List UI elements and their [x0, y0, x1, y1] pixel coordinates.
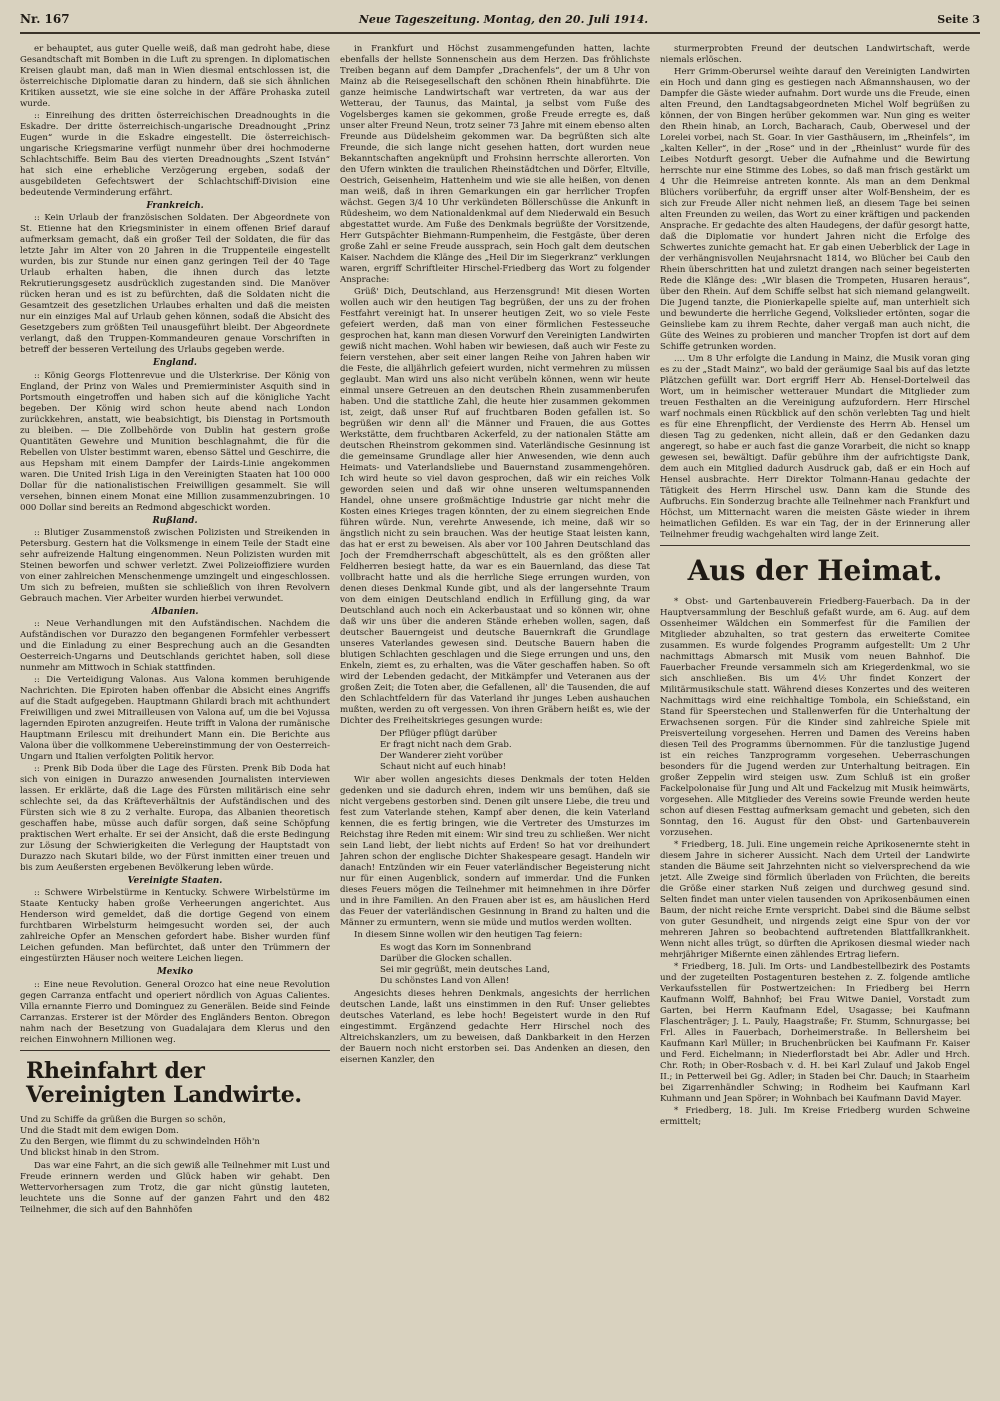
- paragraph: * Friedberg, 18. Juli. Im Kreise Friedberg wurden Schweine ermittelt;: [660, 1105, 970, 1127]
- paragraph: Herr Grimm-Oberursel weihte darauf den Vereinigten Landwirten ein Hoch und dann ging es gestiegen nach Aßmannshausen, wo der Dampfer die Gäste wieder aufnahm. Dort wurde uns die Freude, einen alten Freund, den Landtagsabgeordneten Michel Wolf begrüßen zu können, der von Bingen herüber gekommen war. Nun ging es weiter den Rhein hinab, an Lorch, Bacharach, Caub, Oberwesel und der Lorelei vorbei, nach St. Goar. In vier Gasthäusern, im „Rheinfels“, im „kalten Keller“, in der „Rose“ und in der „Rheinlust“ wurde für des Leibes Notdurft gesorgt. Ueber die Aufnahme und die Bewirtung herrschte nur eine Stimme des Lobes, so daß man frisch gestärkt um 4 Uhr die Heimreise antreten konnte. Als man an dem Denkmal Blüchers vorüberfuhr, da ergriff unser alter Wolf-Bensheim, der es sich zur Freude Aller nicht nehmen ließ, an diesem Tage bei seinen alten Freunden zu weilen, das Wort zu einer kräftigen und packenden Ansprache. Er gedachte des alten Haudegens, der dafür gesorgt hatte, daß die Diplomatie vor hundert Jahren nicht die Erfolge des Schwertes zunichte gemacht hat. Er gab einen Ueberblick der Lage in der verhängnisvollen Neujahrsnacht 1814, wo Blücher bei Caub den Rhein überschritten hat und zuletzt drangen nach seiner begeisterten Rede die Klänge des: „Wir blasen die Trompeten, Husaren heraus“, über den Rhein. Auf dem Schiffe selbst hat sich niemand gelangweilt. Die Jugend tanzte, die Pionierkapelle spielte auf, man unterhielt sich und bewunderte die herrliche Gegend, Volkslieder ertönten, sogar die Geinsliebe kam zu ihrem Rechte, daher vergaß man auch nicht, die Güte des Weines zu probieren und mancher Tropfen ist dort auf dem Schiffe getrunken worden.: [660, 67, 970, 352]
- poem-line: Der Wanderer zieht vorüber: [380, 751, 503, 761]
- section-heading: Rußland.: [152, 515, 198, 526]
- paragraph: :: König Georgs Flottenrevue und die Ulsterkrise. Der König von England, der Prinz von Wales und Premierminister Asquith sind in Portsmouth eingetroffen und haben sich auf die königliche Yacht begeben. Der König wird schon heute abend nach London zurückkehren, anstatt, wie beabsichtigt, bis Dienstag in Portsmouth zu bleiben. — Die Zollbehörde von Dublin hat gestern große Quantitäten Gewehre und Munition beschlagnahmt, die für die Rebellen von Ulster bestimmt waren, ebenso Sättel und Geschirre, die aus Hepsham mit einem Dampfer der Lairds-Linie angekommen waren. Die United Irish Liga in den Vereinigten Staaten hat 100 000 Dollar für die nationalistischen Freiwilligen gesammelt. Sie will versehen, binnen einem Monat eine Million zusammenzubringen. 10 000 Dollar sind bereits an Redmond abgeschickt worden.: [20, 370, 330, 513]
- poem-line: Darüber die Glocken schallen.: [380, 954, 513, 964]
- column-1: [20, 44, 330, 1391]
- section-title: Aus der Heimat.: [687, 554, 943, 587]
- paragraph: * Friedberg, 18. Juli. Eine ungemein reiche Aprikosenernte steht in diesem Jahre in sicherer Aussicht. Nach dem Urteil der Landwirte standen die Bäume seit Jahrzehnten nicht so vielversprechend da wie jetzt. Alle Zweige sind förmlich überladen von Früchten, die bereits die Größe einer starken Nuß zeigen und durchweg gesund sind. Selten findet man unter vielen tausenden von Aprikosenbäumen einen Baum, der nicht reiche Ernte verspricht. Dabei sind die Bäume selbst von guter Gesundheit, und nirgends zeigt eine Spur von der vor mehreren Jahren so beobachtend auftretenden Blattfallkrankheit. Wenn nicht alles trügt, so dürften die Aprikosen diesmal wieder nach mehrjähriger Mißernte einen zählendes Ertrag liefern.: [660, 839, 970, 960]
- columns: [20, 44, 980, 1391]
- paragraph: Wir aber wollen angesichts dieses Denkmals der toten Helden gedenken und sie dadurch ehren, indem wir uns bemühen, daß sie nicht vergebens gestorben sind. Denen gilt unsere Liebe, die treu und fest zum Vaterlande stehen, Kampf aber denen, die kein Vaterland kennen, die es fertig bringen, wie die Vertreter des Umsturzes im Reichstag ihre Reden mit einem: Wir sind treu zu schließen. Wer nicht sein Land liebt, der liebt nichts auf Erden! So hat vor dreihundert Jahren schon der englische Dichter Shakespeare gesagt. Handeln wir danach! Entzünden wir ein Feuer vaterländischer Begeisterung nicht nur für einen Augenblick, sondern auf immerdar. Und die Funken dieses Feuers mögen die Teilnehmer mit heimnehmen in ihre Dörfer und in ihre Familien. An den Frauen aber ist es, am häuslichen Herd das Feuer der vaterländischen Gesinnung in Brand zu halten und die Männer zu ermuntern, wenn sie müde und mutlos werden wollten.: [340, 775, 650, 928]
- issue-number: Nr. 167: [20, 12, 70, 26]
- paragraph: in Frankfurt und Höchst zusammengefunden hatten, lachte ebenfalls der hellste Sonnenschein aus dem Herzen. Das fröhlichste Treiben begann auf dem Dampfer „Drachenfels“, der um 8 Uhr von Mainz ab die Reisegesellschaft den schönen Rhein hinabführte. Die ganze heimische Landwirtschaft war vertreten, da war aus der Wetterau, der Taunus, das Maintal, ja selbst vom Fuße des Vogelsberges kamen sie gekommen, große Freude erregte es, daß unser alter Freund Neun, trotz seiner 73 Jahre mit einem ebenso alten Freunde aus Düdelsheim gekommen war. Da begrüßten sich alte Freunde, die sich lange nicht gesehen hatten, dort wurden neue Bekanntschaften angeknüpft und Frohsinn herrschte allerorten. Von den Ufern winkten die traulichen Rheinstädtchen und Dörfer, Eltville, Oestrich, Geisenheim, Hattenheim und wie sie alle heißen, von denen man weiß, daß in ihren Gemarkungen ein gar herrlicher Tropfen wächst. Gegen 3/4 10 Uhr verkündeten Böllerschüsse die Ankunft in Rüdesheim, wo dem Nationaldenkmal auf dem Niederwald ein Besuch abgestattet wurde. Am Fuße des Denkmals begrüßte der Vorsitzende, Herr Gutspächter Biehmann-Rumpenheim, die Festgäste, über deren große Zahl er seine Freude aussprach, sein Hoch galt dem deutschen Kaiser. Nachdem die Klänge des „Heil Dir im Siegerkranz“ verklungen waren, ergriff Schriftleiter Hirschel-Friedberg das Wort zu folgender Ansprache:: [340, 44, 650, 285]
- paragraph: er behauptet, aus guter Quelle weiß, daß man gedroht habe, diese Gesandtschaft mit Bomben in die Luft zu sprengen. In diplomatischen Kreisen glaubt man, daß man in Wien diesmal entschlossen ist, die österreichische Diplomatie daran zu hindern, daß sie sich ähnlichen Kritiken aussetzt, wie sie eine solche in der Affäre Prohaska zuteil wurde.: [20, 44, 330, 109]
- poem-line: Und zu Schiffe da grüßen die Burgen so schön,: [20, 1114, 226, 1125]
- section-heading: England.: [153, 358, 197, 369]
- divider: [20, 1050, 330, 1051]
- paragraph: .... Um 8 Uhr erfolgte die Landung in Mainz, die Musik voran ging es zu der „Stadt Mainz“, wo bald der geräumige Saal bis auf das letzte Plätzchen gefüllt war. Dort ergriff Herr Ab. Hensel-Dortelweil das Wort, um in heimischer wetterauer Mundart die Mitglieder zum treuen Festhalten an die Vereinigung aufzufordern. Herr Hirschel warf nochmals einen Rückblick auf den schön verlebten Tag und hielt es für eine Ehrenpflicht, der Verdienste des Herrn Ab. Hensel um diesen Tag zu gedenken, nicht allein, daß er den Gedanken dazu angeregt, so habe er auch fast die ganze Vorarbeit, die nicht so knapp gewesen sei, bewältigt. Dafür gebühre ihm der aufrichtigste Dank, dem auch ein Mitglied dadurch Ausdruck gab, daß er ein Hoch auf Hensel ausbrachte. Herr Direktor Tolmann-Hanau gedachte der Tätigkeit des Herrn Hirschel usw. Dann kam die Stunde des Aufbruchs. Ein Sonderzug brachte alle Teilnehmer nach Frankfurt und Höchst, um Mitternacht waren die meisten Gäste wieder in ihrem heimatlichen Gefilden. Es war ein Tag, der in der Erinnerung aller Teilnehmer freudig wachgehalten wird lange Zeit.: [660, 354, 970, 540]
- section-heading: Albanien.: [151, 606, 199, 617]
- paragraph: :: Kein Urlaub der französischen Soldaten. Der Abgeordnete von St. Etienne hat den Kriegsminister in einem offenen Brief darauf aufmerksam gemacht, daß ein großer Teil der Soldaten, die für das letzte Jahr im Alter von 20 Jahren in die Truppenteile eingestellt wurden, bis zur Stunde nur einen ganz geringen Teil der 40 Tage Urlaub erhalten haben, die ihnen durch das letzte Rekrutierungsgesetz ausdrücklich zugestanden sind. Die Manöver rücken heran und es ist zu befürchten, daß die Soldaten nicht die Gesamtzeit des gesetzlichen Urlaubes erhalten und daß die meisten nur ein einziges Mal auf Urlaub gehen können, sodaß die Absicht des Gesetzgebers zum größten Teil unausgeführt bleibt. Der Abgeordnete verlangt, daß den Truppen-Kommandeuren genaue Vorschriften in betreff der besseren Verteilung des Urlaubs gegeben werde.: [20, 213, 330, 356]
- header-rule: [20, 32, 980, 34]
- paragraph: sturmerprobten Freund der deutschen Landwirtschaft, werde niemals erlöschen.: [660, 44, 970, 65]
- poem-line: Er fragt nicht nach dem Grab.: [380, 740, 512, 750]
- paragraph: In diesem Sinne wollen wir den heutigen Tag feiern:: [354, 930, 583, 940]
- page-header: [20, 8, 980, 30]
- paragraph: :: Schwere Wirbelstürme in Kentucky. Schwere Wirbelstürme im Staate Kentucky haben große Verheerungen angerichtet. Aus Henderson wird gemeldet, daß die dortige Gegend von einem furchtbaren Wirbelsturm heimgesucht worden sei, der auch zahlreiche Opfer an Menschen gefordert habe. Bisher wurden fünf Leichen gefunden. Man befürchtet, daß unter den Trümmern der eingestürzten Häuser noch weitere Leichen liegen.: [20, 888, 330, 965]
- paragraph: :: Einreihung des dritten österreichischen Dreadnoughts in die Eskadre. Der dritte österreichisch-ungarische Dreadnought „Prinz Eugen“ wurde in die Eskadre eingestellt. Die österreichisch-ungarische Kriegsmarine verfügt nunmehr über drei hochmoderne Schlachtschiffe. Beim Bau des vierten Dreadnoughts „Szent István“ hat sich eine erhebliche Verzögerung ergeben, sodaß der ausgebildeten Gefechtswert der Schlachtschiff-Division eine bedeutende Verminderung erfährt.: [20, 111, 330, 198]
- paragraph: :: Neue Verhandlungen mit den Aufständischen. Nachdem die Aufständischen vor Durazzo den begangenen Formfehler verbessert und die Einladung zu einer Besprechung auch an die Gesandten Oesterreich-Ungarns und Deutschlands gerichtet haben, soll diese nunmehr am Mittwoch in Schiak stattfinden.: [20, 619, 330, 673]
- masthead-date: Neue Tageszeitung. Montag, den 20. Juli 1914.: [358, 12, 649, 26]
- poem-line: Es wogt das Korn im Sonnenbrand: [380, 943, 532, 953]
- poem-line: Du schönstes Land von Allen!: [380, 976, 510, 986]
- paragraph: * Obst- und Gartenbauverein Friedberg-Fauerbach. Da in der Hauptversammlung der Beschluß gefaßt wurde, am 6. Aug. auf dem Ossenheimer Wäldchen ein Sommerfest für die Familien der Mitglieder abzuhalten, so trat gestern das erweiterte Comitee zusammen. Es wurde folgendes Programm aufgestellt: Um 2 Uhr nachmittags Abmarsch mit Musik vom neuen Bahnhof. Die Fauerbacher Freunde versammeln sich am Kriegerdenkmal, wo sie sich anschließen. Bis um 4½ Uhr findet Konzert der Militärmusikschule statt. Während dieses Konzertes und des weiteren Nachmittags wird eine reichhaltige Tombola, ein Schießstand, ein Stand für Speerstechen und Stallenwerfen für die Unterhaltung der Erwachsenen sorgen. Für die Kinder sind zahlreiche Spiele mit Preisverteilung vorgesehen. Herren und Damen des Vereins haben diesen Teil des Programms übernommen. Für die tanzlustige Jugend ist ein reiches Tanzprogramm vorgesehen. Ueberraschungen besonders für die Jugend werden zur Unterhaltung beitragen. Ein großer Zeppelin wird steigen usw. Zum Schluß ist ein großer Fackelpolonaise für Jung und Alt und Fackelzug mit Musik heimwärts, vorgesehen. Alle Mitglieder des Vereins sowie Freunde werden heute schon auf diesen Festtag aufmerksam gemacht und gebeten, sich den Sonntag, den 16. August für den Obst- und Gartenbauverein vorzusehen.: [660, 596, 970, 838]
- paragraph: Das war eine Fahrt, an die sich gewiß alle Teilnehmer mit Lust und Freude erinnern werden und Glück haben wir gehabt. Den Wettervorhersagen zum Trotz, die gar nicht günstig lauteten, leuchtete uns die Sonne auf der ganzen Fahrt und den 482 Teilnehmer, die sich auf den Bahnhöfen: [20, 1160, 330, 1215]
- paragraph: * Friedberg, 18. Juli. Im Orts- und Landbestellbezirk des Postamts und der zugeteilten Postagenturen bestehen z. Z. folgende amtliche Verkaufsstellen für Postwertzeichen: In Friedberg bei Herrn Kaufmann Wolff, Bahnhof; bei Frau Witwe Daniel, Vorstadt zum Garten, bei Herrn Kaufmann Edel, Usagasse; bei Kaufmann Flaschenträger; J. L. Pauly, Haagstraße; Fr. Stumm, Schnurgasse; bei Frl. Alles in Fauerbach, Dorheimerstraße. In Bellersheim bei Kaufmann Karl Müller; in Bruchenbrücken bei Kaufmann Fr. Kaiser und Ferd. Eichelmann; in Niederflorstadt bei Abr. Adler und Hrch. Chr. Roth; in Ober-Rosbach v. d. H. bei Karl Zulauf und Jakob Engel II.; in Petterweil bei Gg. Adler; in Staden bei Chr. Dauch; in Staarheim bei Zigarrenhändler Schwing; in Rodheim bei Kaufmann Karl Kuhmann und Jean Spörer; in Wohnbach bei Kaufmann David Mayer.: [660, 961, 970, 1104]
- poem: [340, 729, 650, 773]
- poem-line: Zu den Bergen, wie flimmt du zu schwindelnden Höh'n: [20, 1136, 260, 1147]
- poem-line: Schaut nicht auf euch hinab!: [380, 762, 507, 772]
- section-heading: Mexiko: [157, 967, 193, 978]
- paragraph: :: Prenk Bib Doda über die Lage des Fürsten. Prenk Bib Doda hat sich von einigen in Durazzo anwesenden Journalisten interviewen lassen. Er erklärte, daß die Lage des Fürsten militärisch eine sehr schlechte sei, da das Kräfteverhältnis der Aufständischen und des Fürsten sich wie 8 zu 2 verhalte. Europa, das Albanien theoretisch geschaffen habe, müsse auch dafür sorgen, daß seine Schöpfung praktischen Wert erhalte. Er sei der Ansicht, daß die erste Bedingung zur Lösung der Schwierigkeiten die Verlegung der Hauptstadt von Durazzo nach Skutari bilde, wo der Fürst inmitten einer treuen und bis zum Aeußersten ergebenen Bevölkerung leben würde.: [20, 764, 330, 873]
- poem-line: Und blickst hinab in den Strom.: [20, 1147, 160, 1158]
- divider: [660, 545, 970, 546]
- paragraph: Angesichts dieses hehren Denkmals, angesichts der herrlichen deutschen Lande, laßt uns einstimmen in den Ruf: Unser geliebtes deutsches Vaterland, es lebe hoch! Begeistert wurde in den Ruf eingestimmt. Ergänzend gedachte Herr Hirschel noch des Altreichskanzlers, um zu beweisen, daß Dankbarkeit in den Herzen der Bauern noch nicht erstorben sei. Das Andenken an diesen, den eisernen Kanzler, den: [340, 989, 650, 1065]
- paragraph: Grüß' Dich, Deutschland, aus Herzensgrund! Mit diesen Worten wollen auch wir den heutigen Tag begrüßen, der uns zu der frohen Festfahrt vereinigt hat. In unserer heutigen Zeit, wo so viele Feste gefeiert werden, daß man von einer förmlichen Festesseuche gesprochen hat, kann man diesen Vorwurf den Vereinigten Landwirten gewiß nicht machen. Wohl haben wir bewiesen, daß auch wir Feste zu feiern verstehen, aber seit einer langen Reihe von Jahren haben wir die Feste, die alljährlich gefeiert wurden, nicht vermehren zu müssen geglaubt. Man wird uns also nicht verübeln können, wenn wir heute einmal unsere Getreuen an den deutschen Rhein zusammenberufen haben. Und die stattliche Zahl, die heute hier zusammen gekommen ist, zeigt, daß unser Ruf auf fruchtbaren Boden gefallen ist. So begrüßen wir denn all' die Männer und Frauen, die aus Gottes Werkstätte, dem fruchtbaren Ackerfeld, zu der nationalen Stätte am deutschen Rheinstrom gekommen sind. Vaterländische Gesinnung ist die gemeinsame Grundlage aller hier Anwesenden, wie denn auch Heimats- und Vaterlandsliebe und Bauernstand zusammengehören. Ich wird heute so viel davon gesprochen, daß wir ein reiches Volk geworden seien und daß wir ohne unseren weltumspannenden Handel, ohne unsere großmächtige Industrie gar nicht mehr die Kosten eines Krieges tragen könnten, der zu einem siegreichen Ende führen würde. Nun, verehrte Anwesende, ich meine, daß wir so ängstlich nicht zu sein brauchen. Was der heutige Staat leisten kann, das hat er erst zu beweisen. Als aber vor 100 Jahren Deutschland das Joch der Fremdherrschaft abgeschüttelt, als es den größten aller Feldherren besiegt hatte, da war es ein Bauernland, das diese Tat vollbracht hatte und als die herrliche Siege errungen wurden, von denen dieses Denkmal Kunde gibt, und als der langersehnte Traum von dem einigen Deutschland endlich in Erfüllung ging, da war Deutschland auch noch ein Ackerbaustaat und so können wir, ohne daß wir uns über die anderen Stände erheben wollen, sagen, daß deutscher Bauerngeist und deutsche Bauernkraft die Grundlage unseres Vaterlandes gewesen sind. Deutsche Bauern haben die blutigen Schlachten geschlagen und die Siege errungen und uns, den Enkeln, ziemt es, zu erhalten, was die Väter geschaffen haben. So oft wird der Lebenden gedacht, der Mitkämpfer und Veteranen aus der großen Zeit; die Toten aber, die Gefallenen, all' die Tausenden, die auf den Schlachtfeldern für das Vaterland ihr junges Leben aushauchen mußten, werden zu oft vergessen. Von ihren Gräbern heißt es, wie der Dichter des Freiheitskrieges gesungen wurde:: [340, 287, 650, 726]
- section-heading: Vereinigte Staaten.: [127, 876, 223, 886]
- paragraph: :: Die Verteidigung Valonas. Aus Valona kommen beruhigende Nachrichten. Die Epiroten haben offenbar die Absicht eines Angriffs auf die Stadt aufgegeben. Hauptmann Ghilardi brach mit achthundert Freiwilligen und zwei Mitrailleusen von Valona auf, um die bei Vojussa lagernden Epiroten anzugreifen. Heute trifft in Valona der rumänische Hauptmann Erilescu mit dreihundert Mann ein. Die Berichte aus Valona über die vollkommene Uebereinstimmung der von Oesterreich-Ungarn und Italien verfolgten Politik hervor.: [20, 675, 330, 762]
- paragraph: :: Eine neue Revolution. General Orozco hat eine neue Revolution gegen Carranza entfacht und operiert nördlich von Aguas Calientes. Villa ernannte Fierro und Dominguez zu Generälen. Beide sind Feinde Carranzas. Ersterer ist der Mörder des Engländers Benton. Obregon nahm nach der Besetzung von Guadalajara dem Klerus und den reichen Einwohnern Millionen weg.: [20, 979, 330, 1045]
- section-heading: Frankreich.: [146, 201, 204, 211]
- paragraph: :: Blutiger Zusammenstoß zwischen Polizisten und Streikenden in Petersburg. Gestern hat die Volksmenge in einem Teile der Stadt eine sehr aufreizende Haltung eingenommen. Neun Polizisten wurden mit Steinen beworfen und schwer verletzt. Zwei Polizeioffiziere wurden von einer zahlreichen Menschenmenge umzingelt und eingeschlossen. Um sich zu befreien, mußten sie schließlich von ihren Revolvern Gebrauch machen. Vier Arbeiter wurden hierbei verwundet.: [20, 527, 330, 604]
- poem: [340, 943, 650, 987]
- poem-line: Sei mir gegrüßt, mein deutsches Land,: [380, 965, 550, 975]
- poem-line: Der Pflüger pflügt darüber: [380, 729, 497, 739]
- poem: [20, 1115, 330, 1159]
- article-title: Rheinfahrt der Vereinigten Landwirte.: [26, 1057, 302, 1108]
- column-2: [340, 44, 650, 1391]
- column-3: [660, 44, 970, 1391]
- page-number: Seite 3: [937, 12, 980, 26]
- poem-line: Und die Stadt mit dem ewigen Dom.: [20, 1125, 179, 1136]
